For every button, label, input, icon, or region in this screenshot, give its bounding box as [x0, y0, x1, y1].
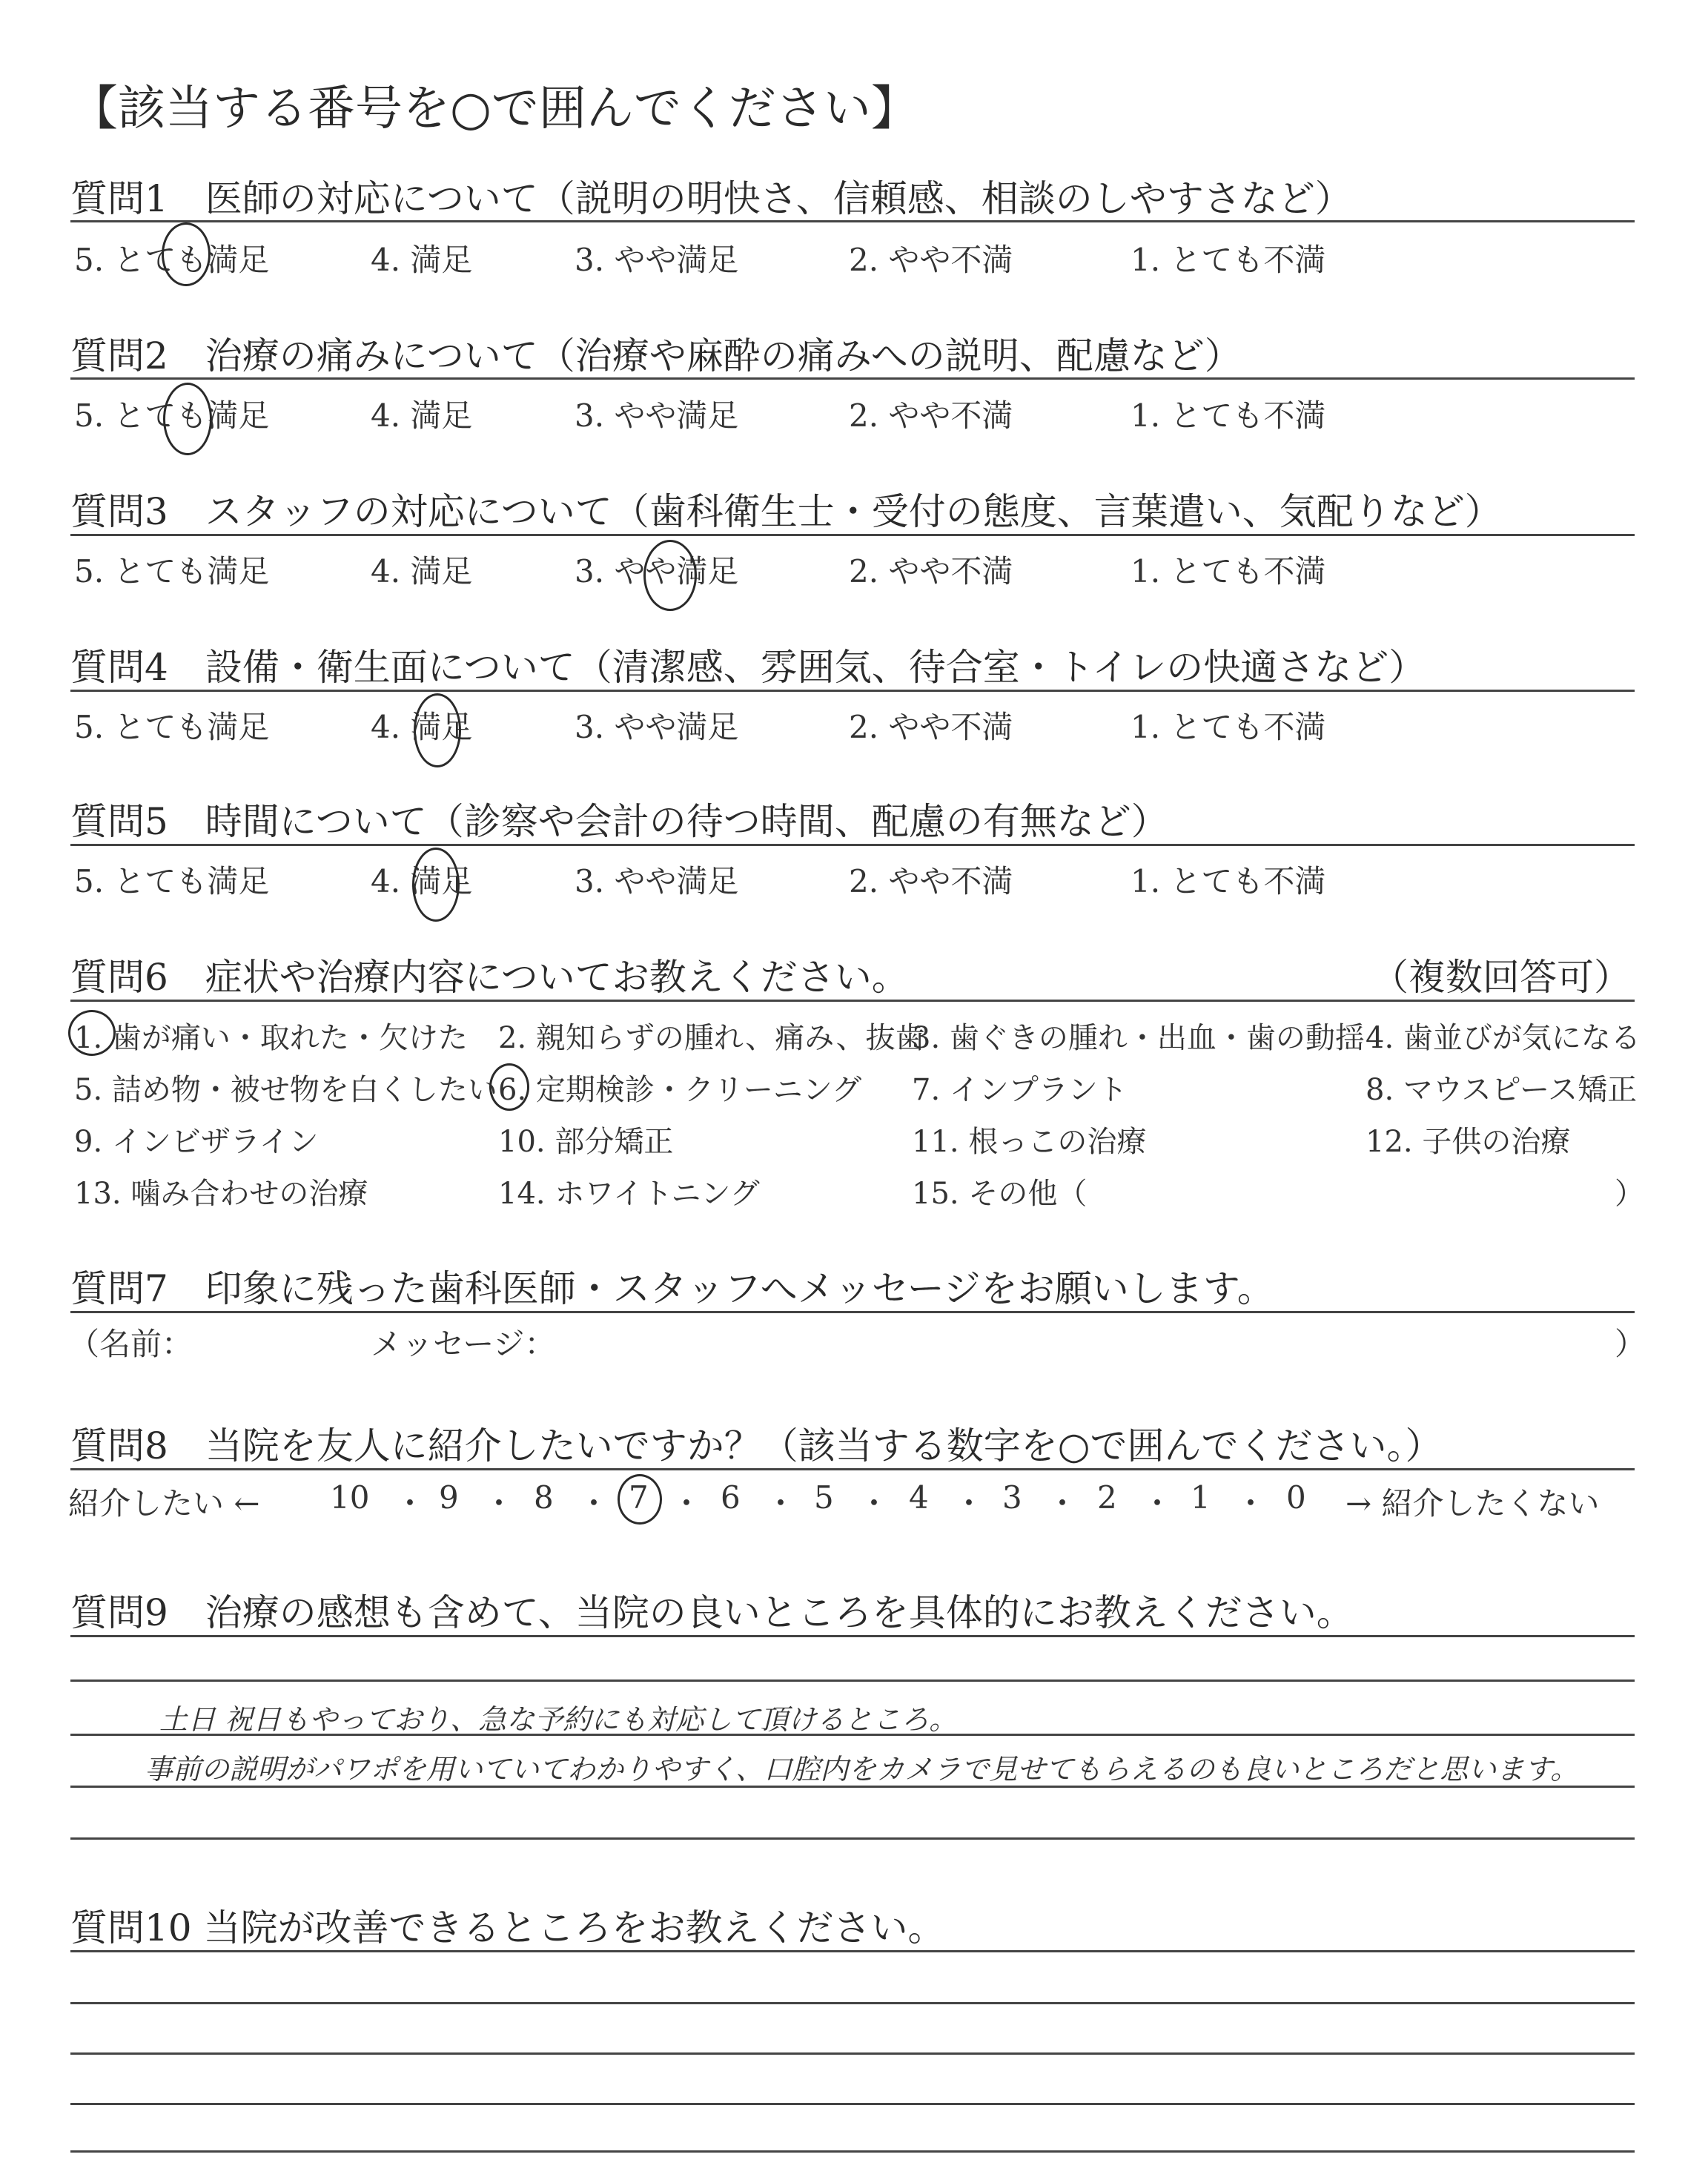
q8-dot: ・ — [953, 1485, 985, 1522]
selection-circle — [163, 383, 212, 455]
q6-option-13[interactable]: 13. 噛み合わせの治療 — [74, 1177, 368, 1211]
q3-option-2[interactable]: 2. やや不満 — [849, 553, 1013, 589]
question-3-title: 質問3 スタッフの対応について（歯科衛生士・受付の態度、言葉遣い、気配りなど） — [70, 490, 1502, 533]
q8-dot: ・ — [1235, 1485, 1267, 1522]
q8-right-label: → 紹介したくない — [1345, 1485, 1600, 1522]
q8-dot: ・ — [1047, 1485, 1079, 1522]
divider — [70, 1000, 1635, 1002]
q7-close-paren: ） — [1615, 1326, 1646, 1362]
divider — [70, 844, 1635, 846]
answer-line — [70, 2103, 1635, 2105]
divider — [70, 690, 1635, 692]
question-5-title: 質問5 時間について（診察や会計の待つ時間、配慮の有無など） — [70, 800, 1168, 843]
answer-line — [70, 1786, 1635, 1788]
q1-option-4[interactable]: 4. 満足 — [371, 242, 473, 278]
question-2-title: 質問2 治療の痛みについて（治療や麻酔の痛みへの説明、配慮など） — [70, 334, 1242, 377]
q6-option-11[interactable]: 11. 根っこの治療 — [912, 1125, 1147, 1159]
q6-option-8[interactable]: 8. マウスピース矯正 — [1366, 1073, 1638, 1107]
q9-answer-line-1: 土日 祝日もやっており、急な予約にも対応して頂けるところ。 — [159, 1703, 958, 1736]
q7-message-label: メッセージ： — [371, 1326, 556, 1362]
selection-circle — [489, 1063, 529, 1111]
question-4-title: 質問4 設備・衛生面について（清潔感、雰囲気、待合室・トイレの快適さなど） — [70, 646, 1426, 689]
q2-option-4[interactable]: 4. 満足 — [371, 397, 473, 434]
answer-line — [70, 2150, 1635, 2153]
q6-option-10[interactable]: 10. 部分矯正 — [498, 1125, 674, 1159]
q4-option-3[interactable]: 3. やや満足 — [575, 709, 739, 745]
divider — [70, 377, 1635, 380]
q1-option-5[interactable]: 5. とても満足 — [74, 242, 270, 278]
q7-name-label: （名前： — [68, 1326, 193, 1362]
divider — [70, 220, 1635, 222]
q6-option-7[interactable]: 7. インプラント — [912, 1073, 1128, 1107]
q5-option-5[interactable]: 5. とても満足 — [74, 863, 270, 899]
q6-option-3[interactable]: 3. 歯ぐきの腫れ・出血・歯の動揺 — [912, 1021, 1365, 1055]
q2-option-1[interactable]: 1. とても不満 — [1131, 397, 1326, 434]
q1-option-3[interactable]: 3. やや満足 — [575, 242, 739, 278]
q6-option-15-close: ） — [1615, 1177, 1644, 1211]
divider — [70, 1311, 1635, 1313]
question-10-title: 質問10 当院が改善できるところをお教えください。 — [70, 1906, 945, 1949]
q5-option-2[interactable]: 2. やや不満 — [849, 863, 1013, 899]
q9-answer-line-2: 事前の説明がパワポを用いていてわかりやすく、口腔内をカメラで見せてもらえるのも良いところだと思います。 — [145, 1753, 1579, 1786]
answer-line — [70, 1680, 1635, 1682]
q3-option-3[interactable]: 3. やや満足 — [575, 553, 739, 589]
divider — [70, 1468, 1635, 1470]
q6-option-1[interactable]: 1. 歯が痛い・取れた・欠けた — [74, 1021, 468, 1055]
q8-scale-0[interactable]: 0 — [1286, 1479, 1306, 1516]
q8-dot: ・ — [671, 1485, 703, 1522]
question-1-title: 質問1 医師の対応について（説明の明快さ、信頼感、相談のしやすさなど） — [70, 177, 1352, 220]
q8-dot: ・ — [578, 1485, 610, 1522]
q6-option-6[interactable]: 6. 定期検診・クリーニング — [498, 1073, 862, 1107]
q2-option-5[interactable]: 5. とても満足 — [74, 397, 270, 434]
q4-option-1[interactable]: 1. とても不満 — [1131, 709, 1326, 745]
selection-circle — [643, 540, 697, 611]
q3-option-5[interactable]: 5. とても満足 — [74, 553, 270, 589]
q5-option-1[interactable]: 1. とても不満 — [1131, 863, 1326, 899]
question-6-title: 質問6 症状や治療内容についてお教えください。 — [70, 956, 909, 999]
page-header: 【該当する番号を○で囲んでください】 — [70, 82, 918, 136]
q6-option-12[interactable]: 12. 子供の治療 — [1366, 1125, 1571, 1159]
q8-scale-1[interactable]: 1 — [1191, 1479, 1211, 1516]
q6-option-14[interactable]: 14. ホワイトニング — [498, 1177, 760, 1211]
q3-option-1[interactable]: 1. とても不満 — [1131, 553, 1326, 589]
question-7-title: 質問7 印象に残った歯科医師・スタッフへメッセージをお願いします。 — [70, 1267, 1274, 1310]
q8-dot: ・ — [394, 1485, 426, 1522]
q8-scale-3[interactable]: 3 — [1002, 1479, 1022, 1516]
answer-line — [70, 1837, 1635, 1840]
q8-scale-8[interactable]: 8 — [534, 1479, 554, 1516]
question-8-title: 質問8 当院を友人に紹介したいですか？（該当する数字を○で囲んでください。） — [70, 1424, 1443, 1467]
q8-scale-6[interactable]: 6 — [721, 1479, 741, 1516]
q4-option-4[interactable]: 4. 満足 — [371, 709, 473, 745]
q8-dot: ・ — [858, 1485, 890, 1522]
divider — [70, 1635, 1635, 1637]
q5-option-3[interactable]: 3. やや満足 — [575, 863, 739, 899]
selection-circle — [162, 222, 211, 286]
q1-option-2[interactable]: 2. やや不満 — [849, 242, 1013, 278]
q6-option-5[interactable]: 5. 詰め物・被せ物を白くしたい — [74, 1073, 497, 1107]
q3-option-4[interactable]: 4. 満足 — [371, 553, 473, 589]
divider — [70, 534, 1635, 536]
q6-option-4[interactable]: 4. 歯並びが気になる — [1366, 1021, 1641, 1055]
q1-option-1[interactable]: 1. とても不満 — [1131, 242, 1326, 278]
q6-option-2[interactable]: 2. 親知らずの腫れ、痛み、抜歯 — [498, 1021, 925, 1055]
question-6-note: （複数回答可） — [1371, 956, 1631, 999]
answer-line — [70, 2052, 1635, 2055]
answer-line — [70, 1734, 1635, 1736]
q8-scale-4[interactable]: 4 — [909, 1479, 929, 1516]
q8-scale-10[interactable]: 10 — [330, 1479, 370, 1516]
q8-scale-5[interactable]: 5 — [814, 1479, 834, 1516]
q4-option-5[interactable]: 5. とても満足 — [74, 709, 270, 745]
answer-line — [70, 2002, 1635, 2004]
divider — [70, 1950, 1635, 1952]
q5-option-4[interactable]: 4. 満足 — [371, 863, 473, 899]
q8-scale-9[interactable]: 9 — [439, 1479, 459, 1516]
q2-option-3[interactable]: 3. やや満足 — [575, 397, 739, 434]
q6-option-15[interactable]: 15. その他（ — [912, 1177, 1088, 1211]
q8-scale-7[interactable]: 7 — [629, 1479, 649, 1516]
selection-circle — [412, 848, 460, 922]
selection-circle — [618, 1474, 662, 1525]
selection-circle — [414, 693, 461, 767]
selection-circle — [68, 1010, 116, 1056]
q8-dot: ・ — [483, 1485, 515, 1522]
q8-dot: ・ — [1142, 1485, 1174, 1522]
q8-dot: ・ — [765, 1485, 797, 1522]
question-9-title: 質問9 治療の感想も含めて、当院の良いところを具体的にお教えください。 — [70, 1591, 1354, 1634]
q4-option-2[interactable]: 2. やや不満 — [849, 709, 1013, 745]
q8-left-label: 紹介したい ← — [68, 1485, 260, 1522]
q6-option-9[interactable]: 9. インビザライン — [74, 1125, 319, 1159]
q8-scale-2[interactable]: 2 — [1097, 1479, 1117, 1516]
q2-option-2[interactable]: 2. やや不満 — [849, 397, 1013, 434]
